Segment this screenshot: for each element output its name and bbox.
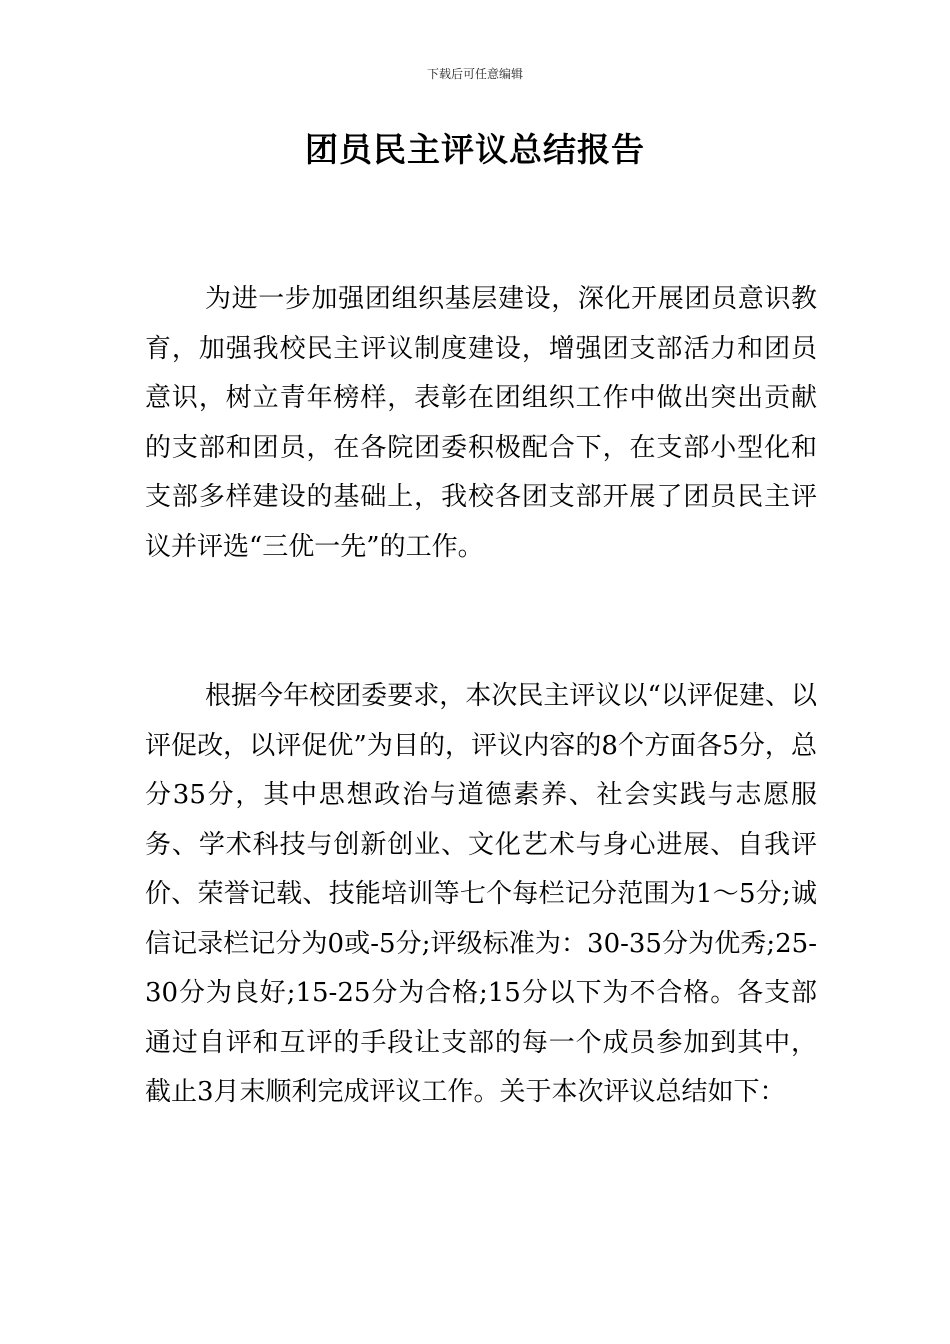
paragraph-evaluation-criteria: 根据今年校团委要求，本次民主评议以“以评促建、以评促改，以评促优”为目的，评议内容的8个方面各5分，总分35分，其中思想政治与道德素养、社会实践与志愿服务、学术科技与创新创业、文化艺术与身心进展、自我评价、荣誉记载、技能培训等七个每栏记分范围为1～5分;诚信记录栏记分为0或-5分;评级标准为：30-35分为优秀;25-30分为良好;15-25分为合格;15分以下为不合格。各支部通过自评和互评的手段让支部的每一个成员参加到其中，截止3月末顺利完成评议工作。关于本次评议总结如下： (145, 681, 817, 1107)
paragraph-intro: 为进一步加强团组织基层建设，深化开展团员意识教育，加强我校民主评议制度建设，增强团支部活力和团员意识，树立青年榜样，表彰在团组织工作中做出突出贡献的支部和团员，在各院团委积极配合下，在支部小型化和支部多样建设的基础上，我校各团支部开展了团员民主评议并评选“三优一先”的工作。 (145, 284, 817, 562)
header-note: 下载后可任意编辑 (426, 67, 523, 81)
document-title: 团员民主评议总结报告 (305, 130, 645, 169)
